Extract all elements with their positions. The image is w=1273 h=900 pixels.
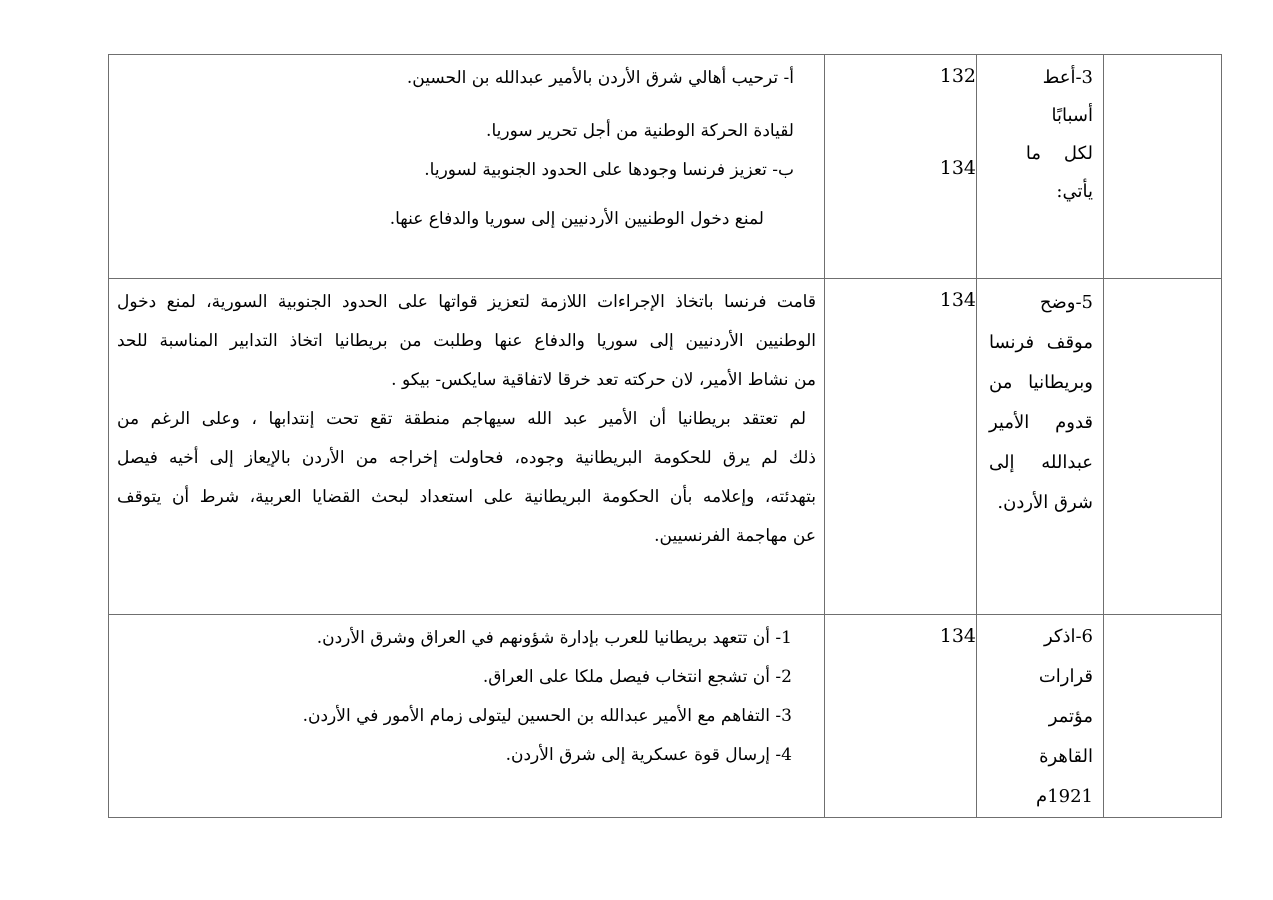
page-number: 132 [939, 65, 976, 87]
question-line: 6-اذكر [1043, 626, 1093, 647]
question-line: قدوم الأمير [989, 412, 1093, 433]
question-line: أسبابًا [1051, 105, 1093, 126]
answer-line: 4- إرسال قوة عسكرية إلى شرق الأردن. [505, 745, 792, 765]
page-cell [825, 615, 977, 818]
question-line: شرق الأردن. [997, 492, 1093, 513]
answer-cell [109, 615, 825, 818]
answer-line: لمنع دخول الوطنيين الأردنيين إلى سوريا والدفاع عنها. [389, 209, 764, 229]
blank-cell [1104, 279, 1222, 615]
question-line: 3-أعط [1042, 67, 1093, 88]
page-cell [825, 55, 977, 279]
question-cell [977, 279, 1104, 615]
question-cell [977, 615, 1104, 818]
question-line: يأتي: [1056, 181, 1093, 202]
answer-cell [109, 55, 825, 279]
question-line: لكل ما [1025, 143, 1093, 164]
table-row [109, 279, 1222, 615]
question-line: عبدالله إلى [989, 452, 1093, 473]
answer-line: 3- التفاهم مع الأمير عبدالله بن الحسين ليتولى زمام الأمور في الأردن. [302, 706, 792, 726]
page-number: 134 [939, 625, 976, 647]
question-cell [977, 55, 1104, 279]
answer-line: أ- ترحيب أهالي شرق الأردن بالأمير عبدالله بن الحسين. [406, 68, 794, 88]
blank-cell [1104, 615, 1222, 818]
answer-line: لقيادة الحركة الوطنية من أجل تحرير سوريا. [486, 121, 794, 141]
question-line: وبريطانيا من [989, 372, 1093, 393]
answer-line: ب- تعزيز فرنسا وجودها على الحدود الجنوبية لسوريا. [424, 160, 794, 180]
answer-line: الوطنيين الأردنيين إلى سوريا والدفاع عنها وطلبت من بريطانيا اتخاذ التدابير المناسبة للحد [117, 331, 816, 351]
answer-line: 2- أن تشجع انتخاب فيصل ملكا على العراق. [482, 667, 792, 687]
history-answer-table [108, 54, 1222, 818]
answer-line: عن مهاجمة الفرنسيين. [654, 526, 816, 546]
answer-cell [109, 279, 825, 615]
answer-line: من نشاط الأمير، لان حركته تعد خرقا لاتفاقية سايكس- بيكو . [391, 370, 816, 390]
table-row [109, 615, 1222, 818]
blank-cell [1104, 55, 1222, 279]
answer-line: بتهدئته، وإعلامه بأن الحكومة البريطانية على استعداد لبحث القضايا العربية، شرط أن يتوقف [117, 487, 816, 507]
table-row [109, 55, 1222, 279]
question-line: موقف فرنسا [989, 332, 1093, 353]
question-line: 5-وضح [1039, 292, 1093, 313]
answer-line: قامت فرنسا باتخاذ الإجراءات اللازمة لتعزيز قواتها على الحدود الجنوبية السورية، لمنع دخول [117, 292, 816, 312]
page-number: 134 [939, 157, 976, 179]
question-line: قرارات مؤتمر [1038, 666, 1093, 727]
question-line: 1921م [1036, 786, 1093, 807]
page-number: 134 [939, 289, 976, 311]
answer-line: ذلك لم يرق للحكومة البريطانية وجوده، فحاولت إخراجه من الأردن بالإيعاز إلى أخيه فيصل [117, 448, 816, 468]
answer-line: 1- أن تتعهد بريطانيا للعرب بإدارة شؤونهم في العراق وشرق الأردن. [316, 628, 792, 648]
answer-line: لم تعتقد بريطانيا أن الأمير عبد الله سيهاجم منطقة تقع تحت إنتدابها ، وعلى الرغم من [117, 409, 806, 429]
question-line: القاهرة [1039, 746, 1093, 767]
page-cell [825, 279, 977, 615]
